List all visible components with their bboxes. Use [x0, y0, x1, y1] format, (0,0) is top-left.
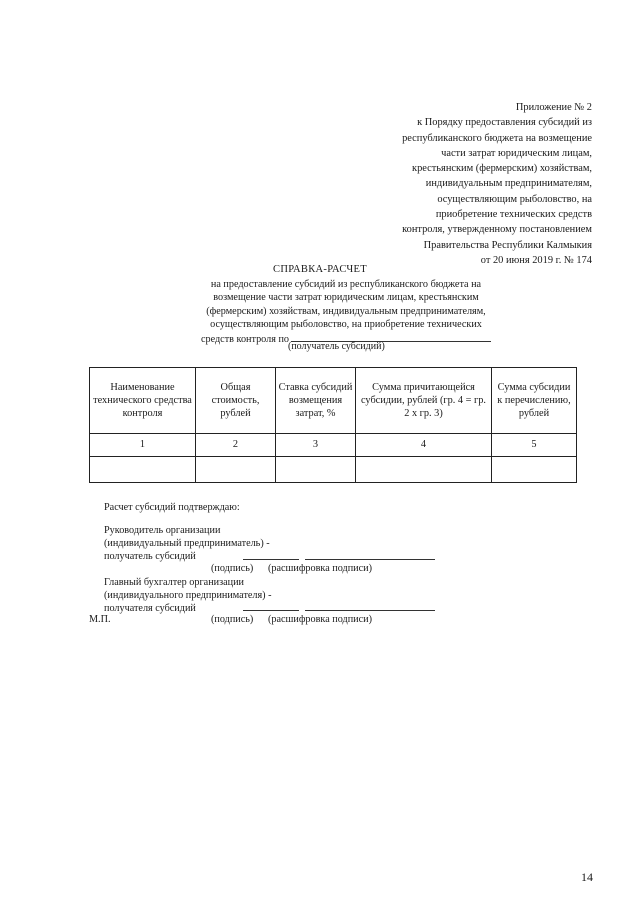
head-decode-field[interactable]: [305, 559, 435, 560]
table-cell[interactable]: [90, 457, 196, 483]
subtitle-line: на предоставление субсидий из республиканского бюджета на: [210, 279, 482, 290]
appendix-line: Приложение № 2: [515, 102, 592, 113]
accountant-decode-field[interactable]: [305, 610, 435, 611]
column-number: 2: [196, 434, 276, 457]
appendix-line: индивидуальным предпринимателям,: [425, 178, 592, 190]
subtitle-last-text: средств контроля по: [201, 333, 289, 345]
calculation-table: [89, 367, 577, 483]
appendix-line: приобретение технических средств: [435, 209, 592, 221]
accountant-line-2: (индивидуального предпринимателя) -: [104, 590, 272, 601]
table-cell[interactable]: [356, 457, 492, 483]
table-cell[interactable]: [492, 457, 577, 483]
appendix-reference: [292, 100, 592, 268]
appendix-line: республиканского бюджета на возмещение: [402, 132, 592, 144]
table-cell[interactable]: [196, 457, 276, 483]
head-line-2: (индивидуальный предприниматель) -: [104, 538, 270, 549]
page-number: 14: [581, 870, 593, 884]
appendix-line: Правительства Республики Калмыкия: [423, 239, 592, 251]
table-cell[interactable]: [276, 457, 356, 483]
accountant-decode-caption: (расшифровка подписи): [268, 614, 372, 625]
column-number: 4: [356, 434, 492, 457]
accountant-signature-field[interactable]: [243, 610, 299, 611]
column-number: 1: [90, 434, 196, 457]
head-sign-caption: (подпись): [211, 563, 254, 574]
head-line-3: получатель субсидий: [104, 551, 196, 562]
document-subtitle: [186, 278, 506, 346]
head-line-1: Руководитель организации: [104, 525, 221, 536]
column-number-row: [90, 434, 577, 457]
table-row: [90, 457, 577, 483]
appendix-line: крестьянским (фермерским) хозяйствам,: [412, 163, 592, 175]
head-signature-field[interactable]: [243, 559, 299, 560]
stamp-place: М.П.: [89, 614, 111, 625]
appendix-line: части затрат юридическим лицам,: [441, 147, 592, 159]
column-number: 3: [276, 434, 356, 457]
table-header-row: [90, 368, 577, 434]
subtitle-line: осуществляющим рыболовство, на приобретение технических: [210, 319, 482, 331]
recipient-caption: (получатель субсидий): [288, 341, 385, 352]
confirm-text: Расчет субсидий подтверждаю:: [104, 502, 240, 513]
accountant-sign-caption: (подпись): [211, 614, 254, 625]
document-title: СПРАВКА-РАСЧЕТ: [273, 264, 367, 275]
appendix-line: от 20 июня 2019 г. № 174: [480, 254, 592, 266]
accountant-line-3: получателя субсидий: [104, 603, 196, 614]
accountant-line-1: Главный бухгалтер организации: [104, 577, 244, 588]
subtitle-line: возмещение части затрат юридическим лицам, крестьянским: [213, 292, 479, 304]
head-decode-caption: (расшифровка подписи): [268, 563, 372, 574]
header-cell: Сумма субсидии к перечислению, рублей: [492, 368, 577, 434]
header-cell: Наименование технического средства контроля: [90, 368, 196, 434]
column-number: 5: [492, 434, 577, 457]
subtitle-line: (фермерским) хозяйствам, индивидуальным предпринимателям,: [206, 305, 486, 317]
header-cell: Сумма причитающейся субсидии, рублей (гр. 4 = гр. 2 x гр. 3): [356, 368, 492, 434]
header-cell: Общая стоимость, рублей: [196, 368, 276, 434]
appendix-line: к Порядку предоставления субсидий из: [417, 117, 592, 129]
appendix-line: контроля, утвержденному постановлением: [402, 224, 592, 236]
appendix-line: осуществляющим рыболовство, на: [437, 193, 592, 205]
header-cell: Ставка субсидий возмещения затрат, %: [276, 368, 356, 434]
